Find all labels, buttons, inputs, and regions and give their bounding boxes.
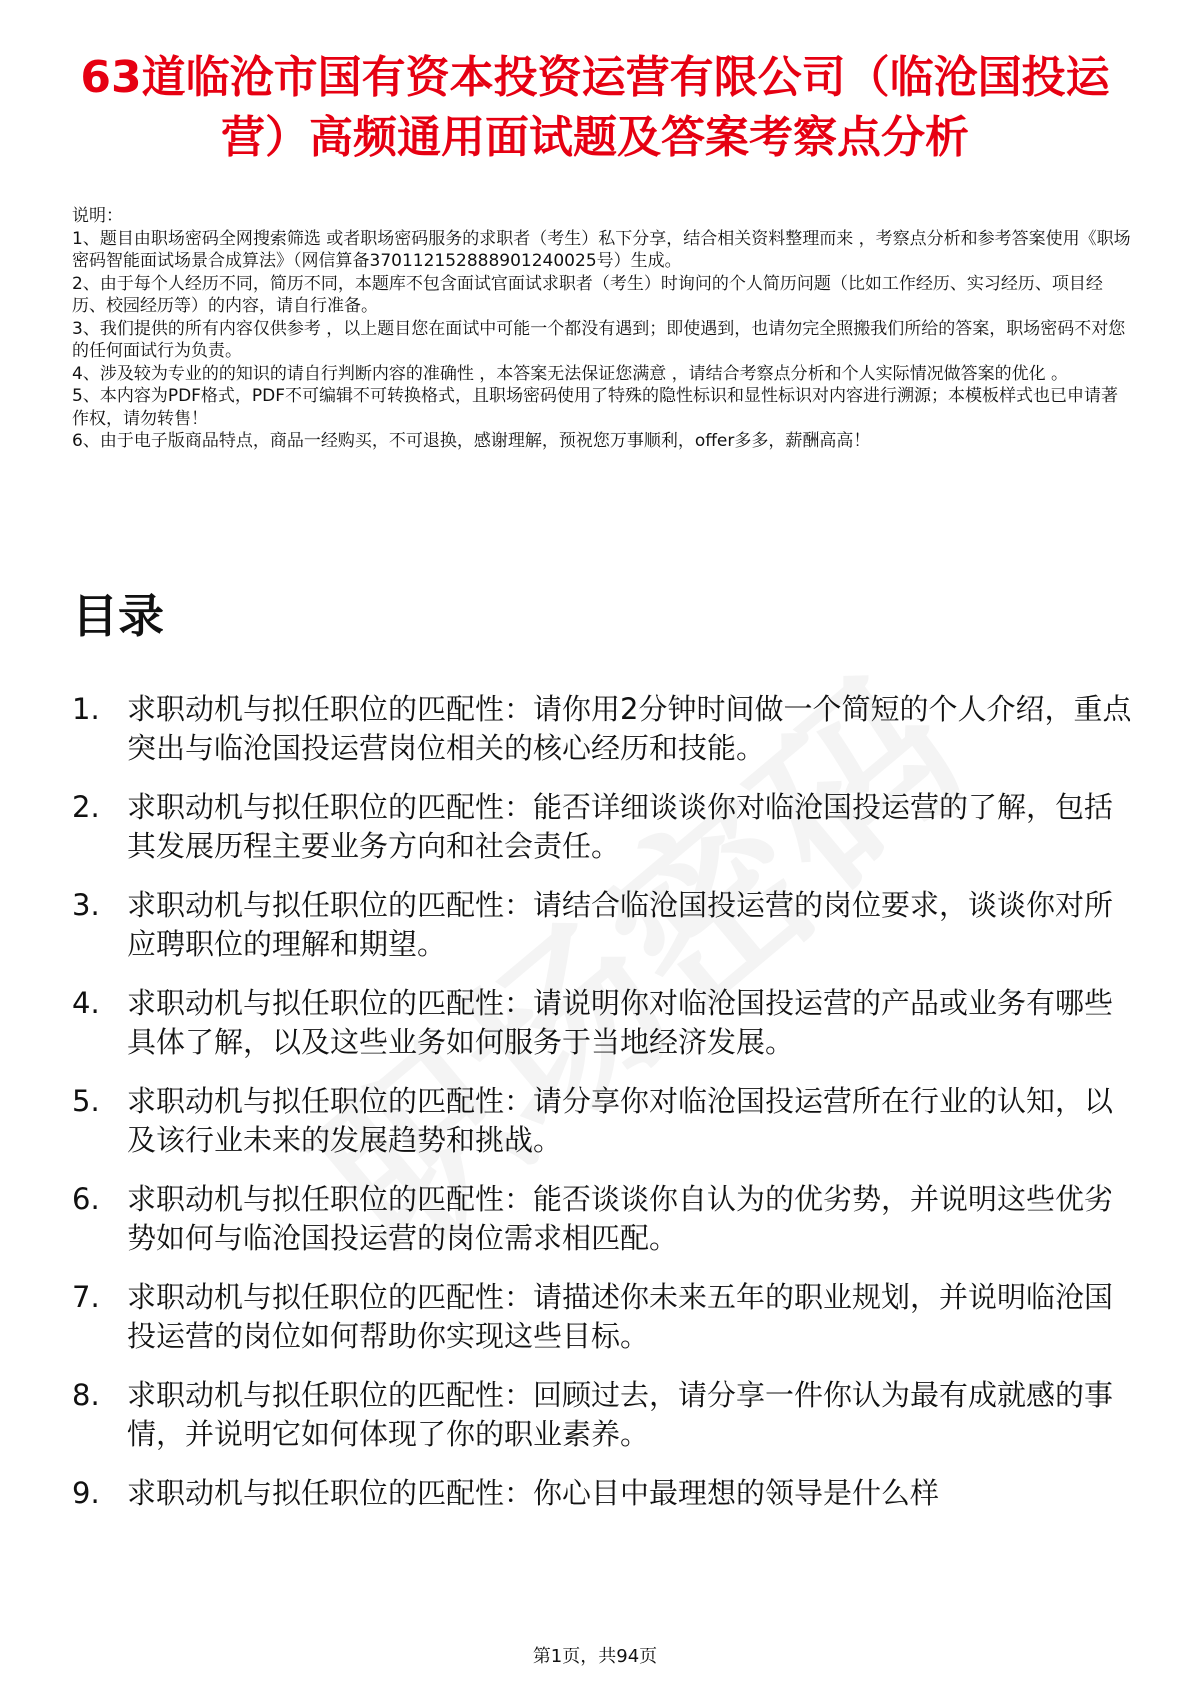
toc-item-number: 9. — [72, 1476, 100, 1510]
toc-item-number: 7. — [72, 1280, 100, 1314]
note-item: 6、由于电子版商品特点，商品一经购买，不可退换，感谢理解，预祝您万事顺利，offer多多，薪酬高高！ — [72, 431, 871, 451]
note-item: 2、由于每个人经历不同，简历不同，本题库不包含面试官面试求职者（考生）时询问的个人简历问题（比如工作经历、实习经历、项目经历、校园经历等）的内容，请自行准备。 — [72, 273, 1103, 316]
toc-item-text: 求职动机与拟任职位的匹配性：你心目中最理想的领导是什么样 — [127, 1476, 940, 1510]
toc-item-number: 8. — [72, 1378, 100, 1412]
toc-item[interactable] — [72, 1180, 1132, 1258]
toc-item-text: 求职动机与拟任职位的匹配性：能否谈谈你自认为的优劣势，并说明这些优劣势如何与临沧国投运营的岗位需求相匹配。 — [127, 1182, 1114, 1255]
table-of-contents — [72, 690, 1132, 1533]
toc-item[interactable] — [72, 690, 1132, 768]
note-item: 3、我们提供的所有内容仅供参考 ，以上题目您在面试中可能一个都没有遇到；即使遇到，也请勿完全照搬我们所给的答案，职场密码不对您的任何面试行为负责。 — [72, 318, 1126, 361]
toc-item-text: 求职动机与拟任职位的匹配性：请分享你对临沧国投运营所在行业的认知，以及该行业未来的发展趋势和挑战。 — [127, 1084, 1114, 1157]
toc-item[interactable] — [72, 984, 1132, 1062]
toc-item-text: 求职动机与拟任职位的匹配性：请结合临沧国投运营的岗位要求，谈谈你对所应聘职位的理解和期望。 — [127, 888, 1114, 961]
toc-item[interactable] — [72, 1474, 1132, 1513]
toc-item-text: 求职动机与拟任职位的匹配性：请你用2分钟时间做一个简短的个人介绍，重点突出与临沧国投运营岗位相关的核心经历和技能。 — [127, 692, 1132, 765]
note-item: 4、涉及较为专业的的知识的请自行判断内容的准确性 ，本答案无法保证您满意 ，请结合考察点分析和个人实际情况做答案的优化 。 — [72, 363, 1069, 384]
note-item: 5、本内容为PDF格式，PDF不可编辑不可转换格式，且职场密码使用了特殊的隐性标识和显性标识对内容进行溯源；本模板样式也已申请著作权，请勿转售！ — [72, 386, 1119, 429]
toc-item-number: 2. — [72, 790, 100, 824]
toc-item-number: 4. — [72, 986, 100, 1020]
document-title: 63道临沧市国有资本投资运营有限公司（临沧国投运营）高频通用面试题及答案考察点分析 — [80, 52, 1110, 163]
toc-item[interactable] — [72, 788, 1132, 866]
toc-item-number: 6. — [72, 1182, 100, 1216]
toc-item-text: 求职动机与拟任职位的匹配性：能否详细谈谈你对临沧国投运营的了解，包括其发展历程主要业务方向和社会责任。 — [127, 790, 1114, 863]
toc-item-number: 5. — [72, 1084, 100, 1118]
toc-item[interactable] — [72, 886, 1132, 964]
toc-item-number: 1. — [72, 692, 100, 726]
note-item: 1、题目由职场密码全网搜索筛选 或者职场密码服务的求职者（考生）私下分享，结合相关资料整理而来 ，考察点分析和参考答案使用《职场密码智能面试场景合成算法》（网信算备370112152888901240025号）生成。 — [72, 228, 1131, 271]
toc-item-text: 求职动机与拟任职位的匹配性：回顾过去，请分享一件你认为最有成就感的事情，并说明它如何体现了你的职业素养。 — [127, 1378, 1114, 1451]
toc-item[interactable] — [72, 1278, 1132, 1356]
toc-item-number: 3. — [72, 888, 100, 922]
notes-section — [72, 205, 1132, 453]
toc-item[interactable] — [72, 1082, 1132, 1160]
toc-item[interactable] — [72, 1376, 1132, 1454]
toc-item-text: 求职动机与拟任职位的匹配性：请说明你对临沧国投运营的产品或业务有哪些具体了解，以及这些业务如何服务于当地经济发展。 — [127, 986, 1114, 1059]
page-footer: 第1页，共94页 — [532, 1646, 658, 1667]
toc-item-text: 求职动机与拟任职位的匹配性：请描述你未来五年的职业规划，并说明临沧国投运营的岗位如何帮助你实现这些目标。 — [127, 1280, 1114, 1353]
notes-heading: 说明： — [72, 206, 123, 226]
toc-heading: 目录 — [72, 589, 164, 643]
